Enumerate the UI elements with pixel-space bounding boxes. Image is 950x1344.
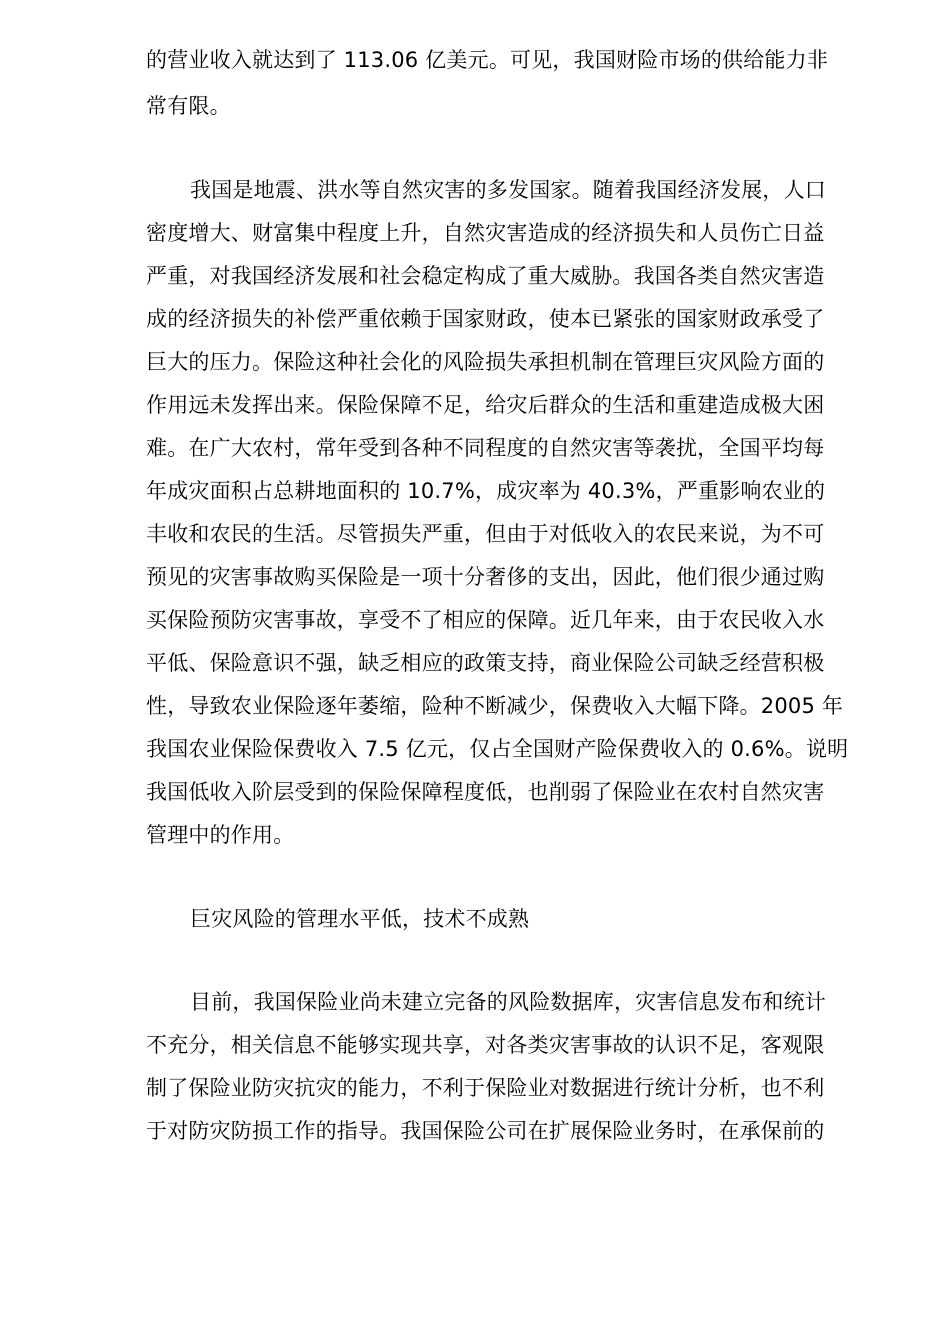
text-line: 于对防灾防损工作的指导。我国保险公司在扩展保险业务时，在承保前的 xyxy=(146,1119,825,1143)
text-line: 巨大的压力。保险这种社会化的风险损失承担机制在管理巨灾风险方面的 xyxy=(146,350,825,374)
text-line: 性，导致农业保险逐年萎缩，险种不断减少，保费收入大幅下降。2005 年 xyxy=(146,694,844,718)
text-line: 常有限。 xyxy=(146,94,231,118)
text-line: 平低、保险意识不强，缺乏相应的政策支持，商业保险公司缺乏经营积极 xyxy=(146,651,825,675)
text-line: 的营业收入就达到了 113.06 亿美元。可见，我国财险市场的供给能力非 xyxy=(146,48,829,72)
text-line: 我国是地震、洪水等自然灾害的多发国家。随着我国经济发展，人口 xyxy=(190,178,826,202)
text-line: 我国农业保险保费收入 7.5 亿元，仅占全国财产险保费收入的 0.6%。说明 xyxy=(146,737,849,761)
text-line: 密度增大、财富集中程度上升，自然灾害造成的经济损失和人员伤亡日益 xyxy=(146,221,825,245)
text-line: 难。在广大农村，常年受到各种不同程度的自然灾害等袭扰，全国平均每 xyxy=(146,436,825,460)
text-line: 目前，我国保险业尚未建立完备的风险数据库，灾害信息发布和统计 xyxy=(190,990,826,1014)
text-line: 严重，对我国经济发展和社会稳定构成了重大威胁。我国各类自然灾害造 xyxy=(146,264,825,288)
text-line: 管理中的作用。 xyxy=(146,823,295,847)
text-line: 丰收和农民的生活。尽管损失严重，但由于对低收入的农民来说，为不可 xyxy=(146,522,825,546)
text-line: 不充分，相关信息不能够实现共享，对各类灾害事故的认识不足，客观限 xyxy=(146,1033,825,1057)
text-line: 作用远未发挥出来。保险保障不足，给灾后群众的生活和重建造成极大困 xyxy=(146,393,825,417)
section-heading: 巨灾风险的管理水平低，技术不成熟 xyxy=(190,907,530,931)
text-line: 买保险预防灾害事故，享受不了相应的保障。近几年来，由于农民收入水 xyxy=(146,608,825,632)
text-line: 制了保险业防灾抗灾的能力，不利于保险业对数据进行统计分析，也不利 xyxy=(146,1076,825,1100)
text-line: 年成灾面积占总耕地面积的 10.7%，成灾率为 40.3%，严重影响农业的 xyxy=(146,479,826,503)
text-line: 我国低收入阶层受到的保险保障程度低，也削弱了保险业在农村自然灾害 xyxy=(146,780,825,804)
text-line: 成的经济损失的补偿严重依赖于国家财政，使本已紧张的国家财政承受了 xyxy=(146,307,825,331)
text-line: 预见的灾害事故购买保险是一项十分奢侈的支出，因此，他们很少通过购 xyxy=(146,565,825,589)
